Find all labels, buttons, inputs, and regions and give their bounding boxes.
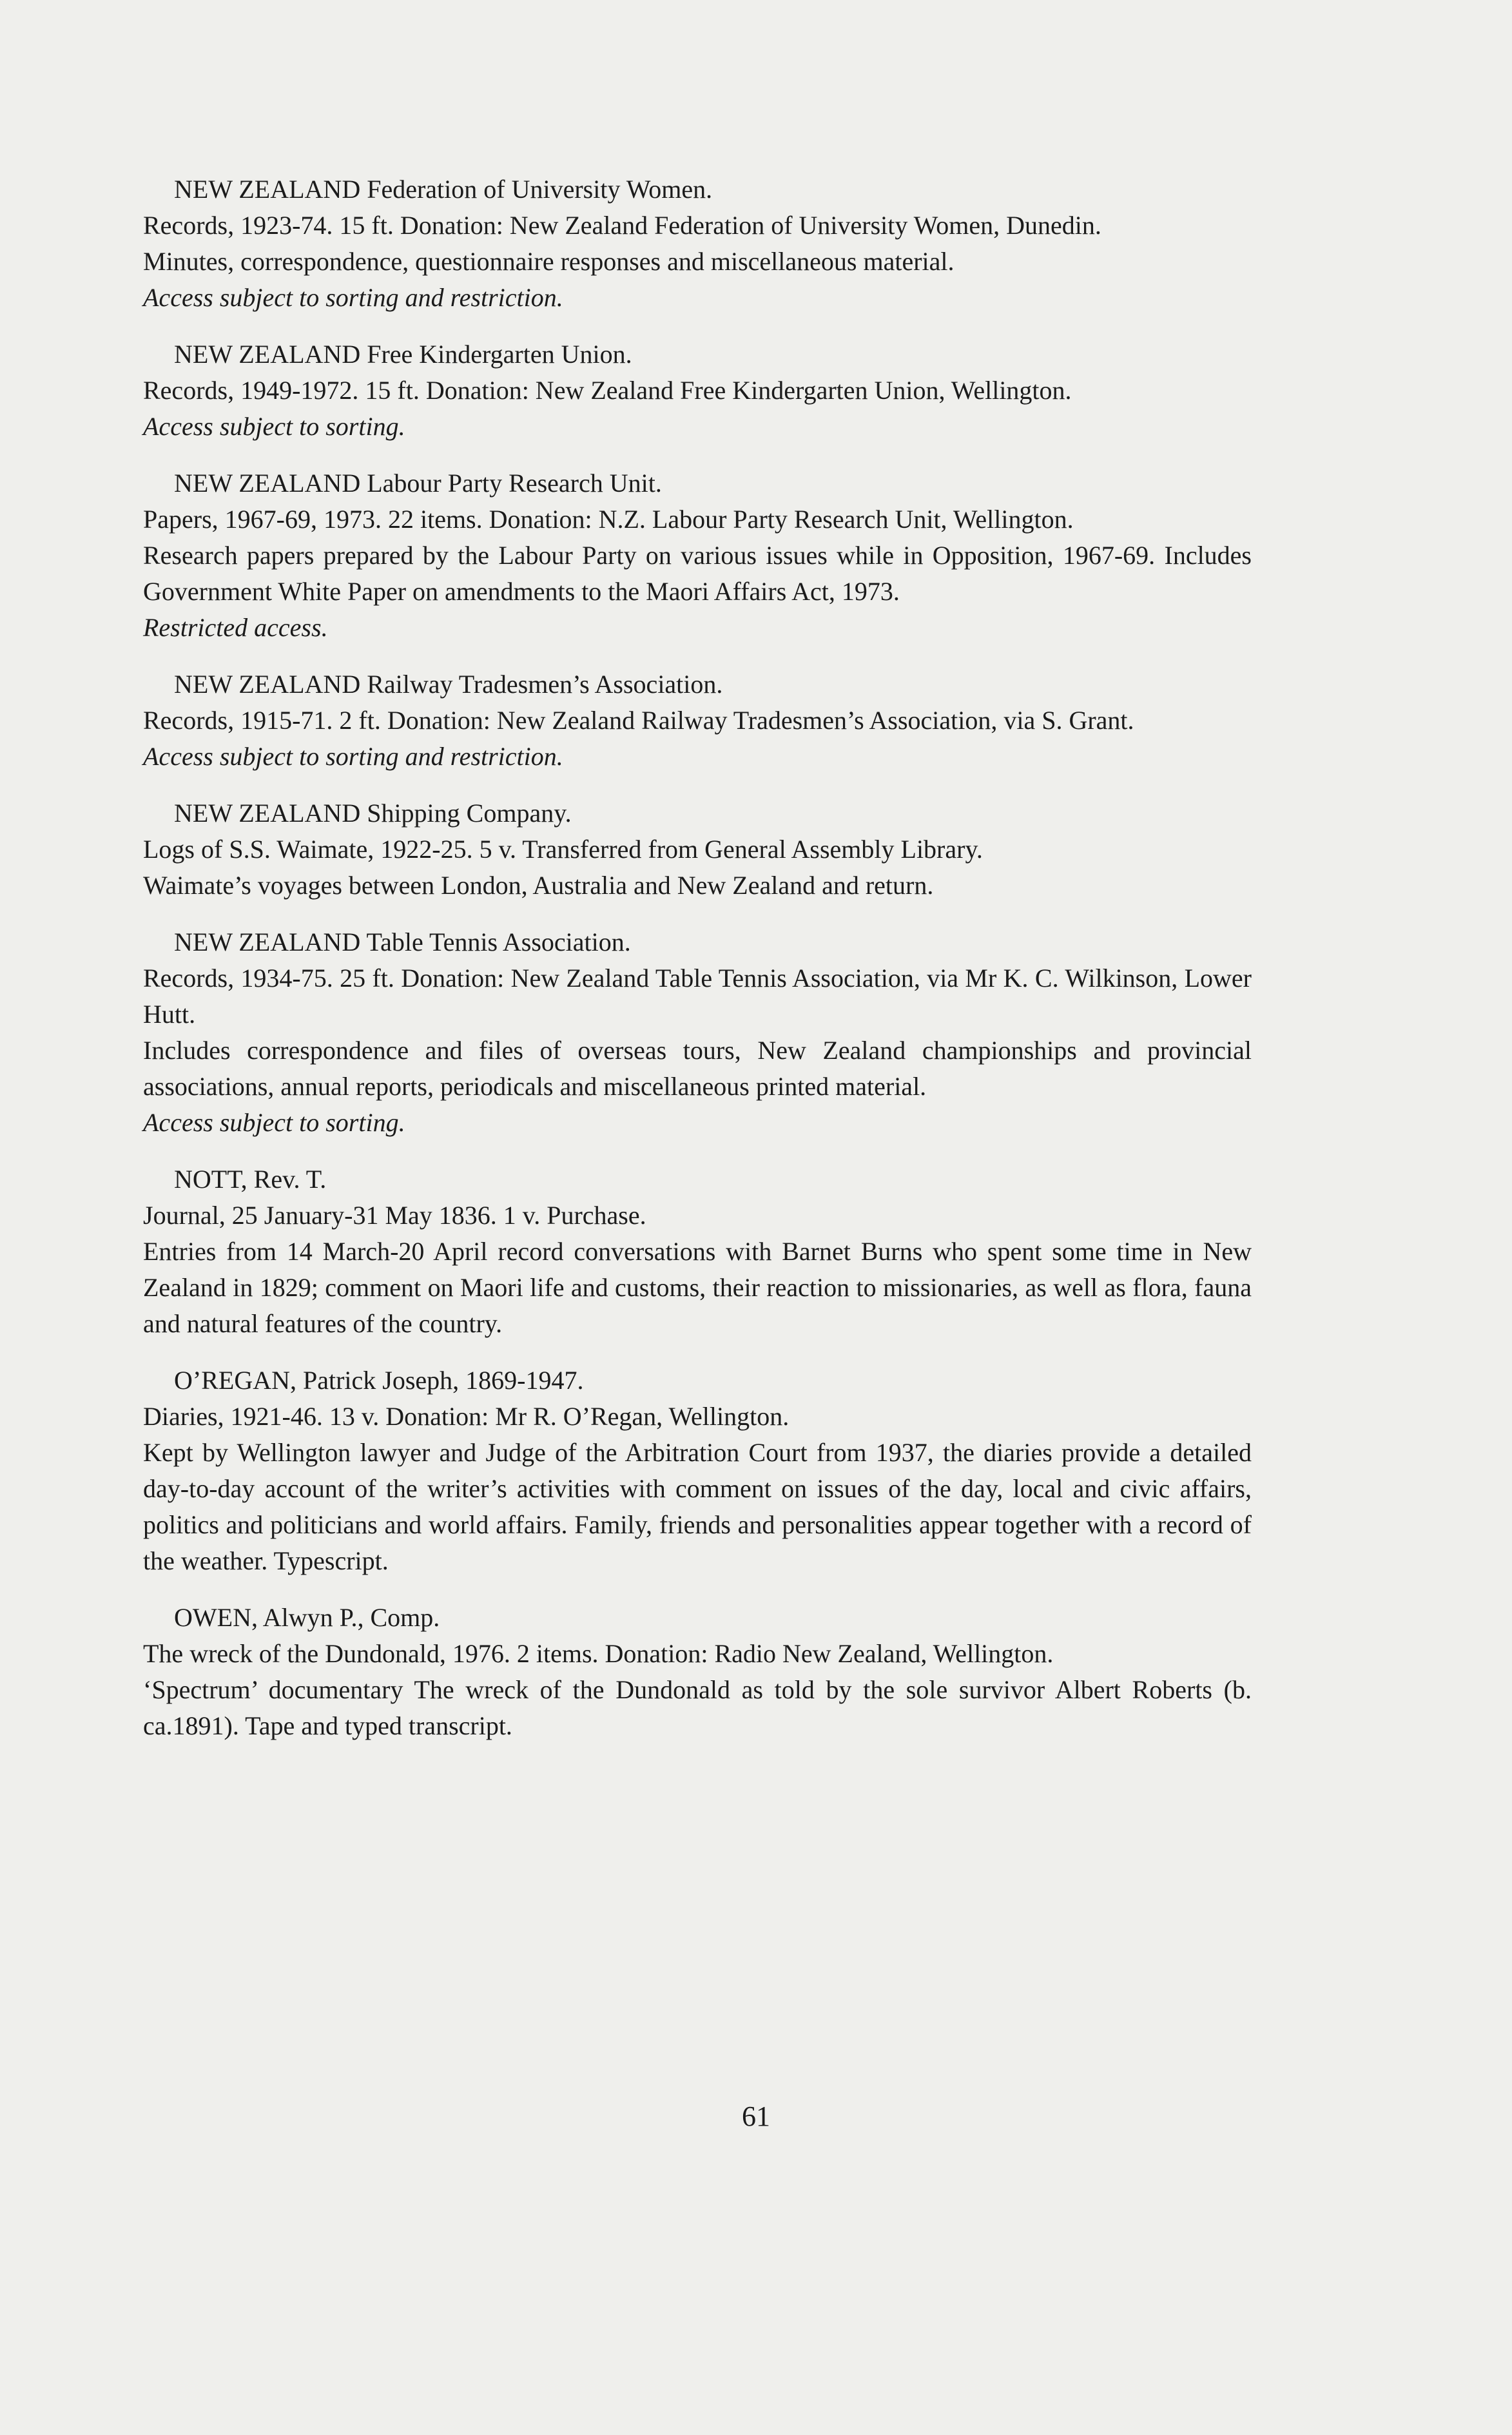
entry-records-line: Records, 1949-1972. 15 ft. Donation: New Zealand Free Kindergarten Union, Wellington. bbox=[143, 376, 1072, 405]
entry-heading: NEW ZEALAND Labour Party Research Unit. bbox=[174, 469, 662, 498]
entry-heading: NEW ZEALAND Federation of University Women. bbox=[174, 175, 713, 204]
entry-records-line: Diaries, 1921-46. 13 v. Donation: Mr R. O’Regan, Wellington. bbox=[143, 1402, 790, 1431]
entry-records-line: Journal, 25 January-31 May 1836. 1 v. Purchase. bbox=[143, 1201, 646, 1230]
entry-records-line: Records, 1923-74. 15 ft. Donation: New Zealand Federation of University Women, Dunedin. bbox=[143, 211, 1101, 240]
entry-heading: NEW ZEALAND Table Tennis Association. bbox=[174, 927, 631, 956]
entry-nz-railway-tradesmens-association bbox=[143, 666, 1252, 775]
entry-oregan-patrick-joseph bbox=[143, 1363, 1252, 1579]
entry-records-line: Records, 1915-71. 2 ft. Donation: New Zealand Railway Tradesmen’s Association, via S. Grant. bbox=[143, 706, 1134, 735]
entry-records-line: Papers, 1967-69, 1973. 22 items. Donation: N.Z. Labour Party Research Unit, Wellington. bbox=[143, 505, 1074, 534]
entry-nz-federation-university-women bbox=[143, 171, 1252, 316]
document-page bbox=[143, 171, 1252, 1765]
entry-description: Waimate’s voyages between London, Australia and New Zealand and return. bbox=[143, 871, 934, 900]
entry-records-line: Records, 1934-75. 25 ft. Donation: New Zealand Table Tennis Association, via Mr K. C. Wilkinson, Lower Hutt. bbox=[143, 964, 1252, 1029]
entry-nott-rev-t bbox=[143, 1161, 1252, 1342]
entry-owen-alwyn-p bbox=[143, 1600, 1252, 1744]
entry-description: ‘Spectrum’ documentary The wreck of the Dundonald as told by the sole survivor Albert Roberts (b. ca.1891). Tape and typed transcript. bbox=[143, 1675, 1252, 1740]
entry-heading: NEW ZEALAND Free Kindergarten Union. bbox=[174, 340, 632, 369]
entry-nz-shipping-company bbox=[143, 795, 1252, 904]
access-note: Access subject to sorting. bbox=[143, 412, 405, 441]
page-number: 61 bbox=[742, 2100, 770, 2132]
access-note: Restricted access. bbox=[143, 613, 328, 642]
entry-description: Entries from 14 March-20 April record conversations with Barnet Burns who spent some time in New Zealand in 1829; comment on Maori life and customs, their reaction to missionaries, as well as flora, fauna and natural features of the country. bbox=[143, 1237, 1252, 1338]
entry-heading: NEW ZEALAND Railway Tradesmen’s Association. bbox=[174, 670, 723, 699]
entry-records-line: Logs of S.S. Waimate, 1922-25. 5 v. Transferred from General Assembly Library. bbox=[143, 835, 983, 864]
entry-nz-labour-party-research-unit bbox=[143, 465, 1252, 646]
access-note: Access subject to sorting and restriction. bbox=[143, 742, 563, 771]
entry-records-line: The wreck of the Dundonald, 1976. 2 items. Donation: Radio New Zealand, Wellington. bbox=[143, 1639, 1054, 1668]
entry-heading: OWEN, Alwyn P., Comp. bbox=[174, 1603, 440, 1632]
entry-nz-table-tennis-association bbox=[143, 924, 1252, 1141]
entry-description: Minutes, correspondence, questionnaire responses and miscellaneous material. bbox=[143, 247, 955, 276]
access-note: Access subject to sorting and restriction. bbox=[143, 283, 563, 312]
entry-description: Kept by Wellington lawyer and Judge of the Arbitration Court from 1937, the diaries provide a detailed day-to-day account of the writer’s activities with comment on issues of the day, local and civic affairs, politics and politicians and world affairs. Family, friends and personalities appear together with a record of the weather. Typescript. bbox=[143, 1438, 1252, 1575]
entry-heading: NOTT, Rev. T. bbox=[174, 1165, 327, 1194]
entry-heading: O’REGAN, Patrick Joseph, 1869-1947. bbox=[174, 1366, 584, 1395]
entry-heading: NEW ZEALAND Shipping Company. bbox=[174, 799, 572, 828]
entry-nz-free-kindergarten-union bbox=[143, 336, 1252, 445]
access-note: Access subject to sorting. bbox=[143, 1108, 405, 1137]
entry-description: Includes correspondence and files of overseas tours, New Zealand championships and provincial associations, annual reports, periodicals and miscellaneous printed material. bbox=[143, 1036, 1252, 1101]
entry-description: Research papers prepared by the Labour Party on various issues while in Opposition, 1967-69. Includes Government White Paper on amendments to the Maori Affairs Act, 1973. bbox=[143, 541, 1252, 606]
